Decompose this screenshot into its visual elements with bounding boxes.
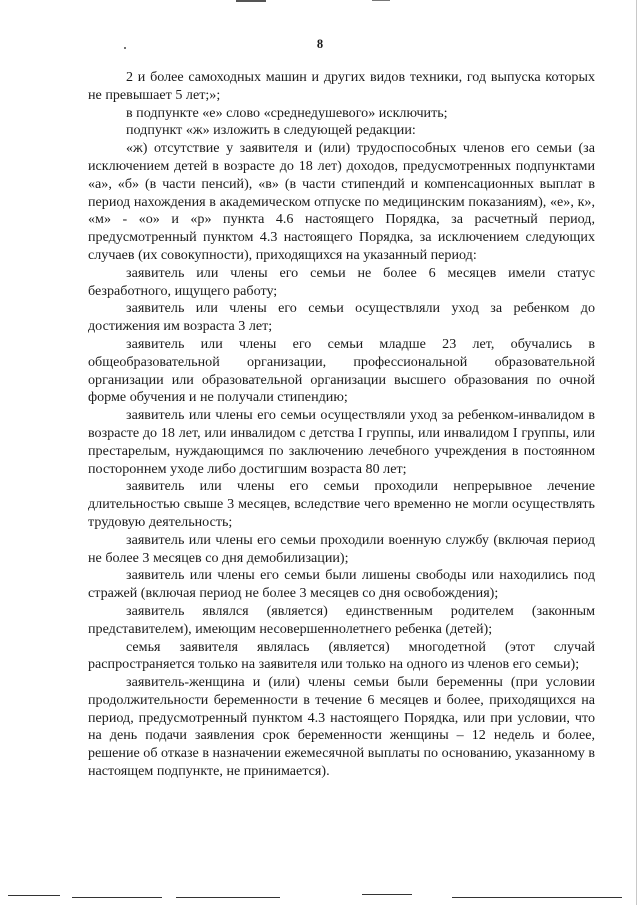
page-number: 8 (316, 37, 324, 51)
paragraph: в подпункте «е» слово «среднедушевого» исключить; (126, 104, 448, 121)
scan-artifact-top-left (236, 0, 266, 2)
paragraph: заявитель или члены его семьи проходили военную службу (включая период не более 3 месяцев со дня демобилизации); (88, 531, 595, 566)
scan-artifact-top-right (372, 0, 390, 1)
paragraph: семья заявителя являлась (является) многодетной (этот случай распространяется только на заявителя или только на одного из членов его семьи); (88, 638, 595, 673)
paragraph: заявитель или члены его семьи младше 23 лет, обучались в общеобразовательной организации, профессиональной образовательной организации или образовательной организации высшего образования по очной форме обучения и не получали стипендию; (88, 335, 595, 406)
scan-page-edge (636, 0, 637, 905)
scan-artifact-footer (0, 891, 640, 901)
paragraph: заявитель или члены его семьи не более 6 месяцев имели статус безработного, ищущего работу; (88, 264, 595, 299)
paragraph: заявитель или члены его семьи проходили непрерывное лечение длительностью свыше 3 месяцев, вследствие чего временно не могли осуществлять трудовую деятельность; (88, 478, 595, 530)
paragraph: заявитель являлся (является) единственным родителем (законным представителем), имеющим несовершеннолетнего ребенка (детей); (88, 602, 595, 637)
document-body (88, 69, 595, 781)
paragraph: заявитель или члены его семьи были лишены свободы или находились под стражей (включая период не более 3 месяцев со дня освобождения); (88, 567, 595, 602)
paragraph: заявитель или члены его семьи осуществляли уход за ребенком-инвалидом в возрасте до 18 лет, или инвалидом с детства I группы, или инвалидом I группы, или престарелым, нуждающимся по заключению лечебного учреждения в постоянном постороннем уходе либо достигшим возраста 80 лет; (88, 407, 595, 477)
paragraph: «ж) отсутствие у заявителя и (или) трудоспособных членов его семьи (за исключением детей в возрасте до 18 лет) доходов, предусмотренных подпунктами «а», «б» (в части пенсий), «в» (в части стипендий и компенсационных выплат в период нахождения в академическом отпуске по медицинским показаниям), «е», к», «м» - «о» и «р» пункта 4.6 настоящего Порядка, за расчетный период, предусмотренный пунктом 4.3 настоящего Порядка, за исключением следующих случаев (их совокупности), приходящихся на указанный период: (88, 140, 595, 263)
paragraph: заявитель или члены его семьи осуществляли уход за ребенком до достижения им возраста 3 лет; (88, 300, 595, 335)
paragraph: 2 и более самоходных машин и других видов техники, год выпуска которых не превышает 5 лет;»; (88, 69, 595, 103)
paragraph: подпункт «ж» изложить в следующей редакции: (126, 122, 416, 139)
paragraph: заявитель-женщина и (или) члены семьи были беременны (при условии продолжительности беременности в течение 6 месяцев и более, приходящихся на период, предусмотренный пунктом 4.3 настоящего Порядка, или при условии, что на день подачи заявления срок беременности женщины – 12 недель и более, решение об отказе в назначении ежемесячной выплаты по основанию, указанному в настоящем подпункте, не принимается). (88, 674, 595, 780)
